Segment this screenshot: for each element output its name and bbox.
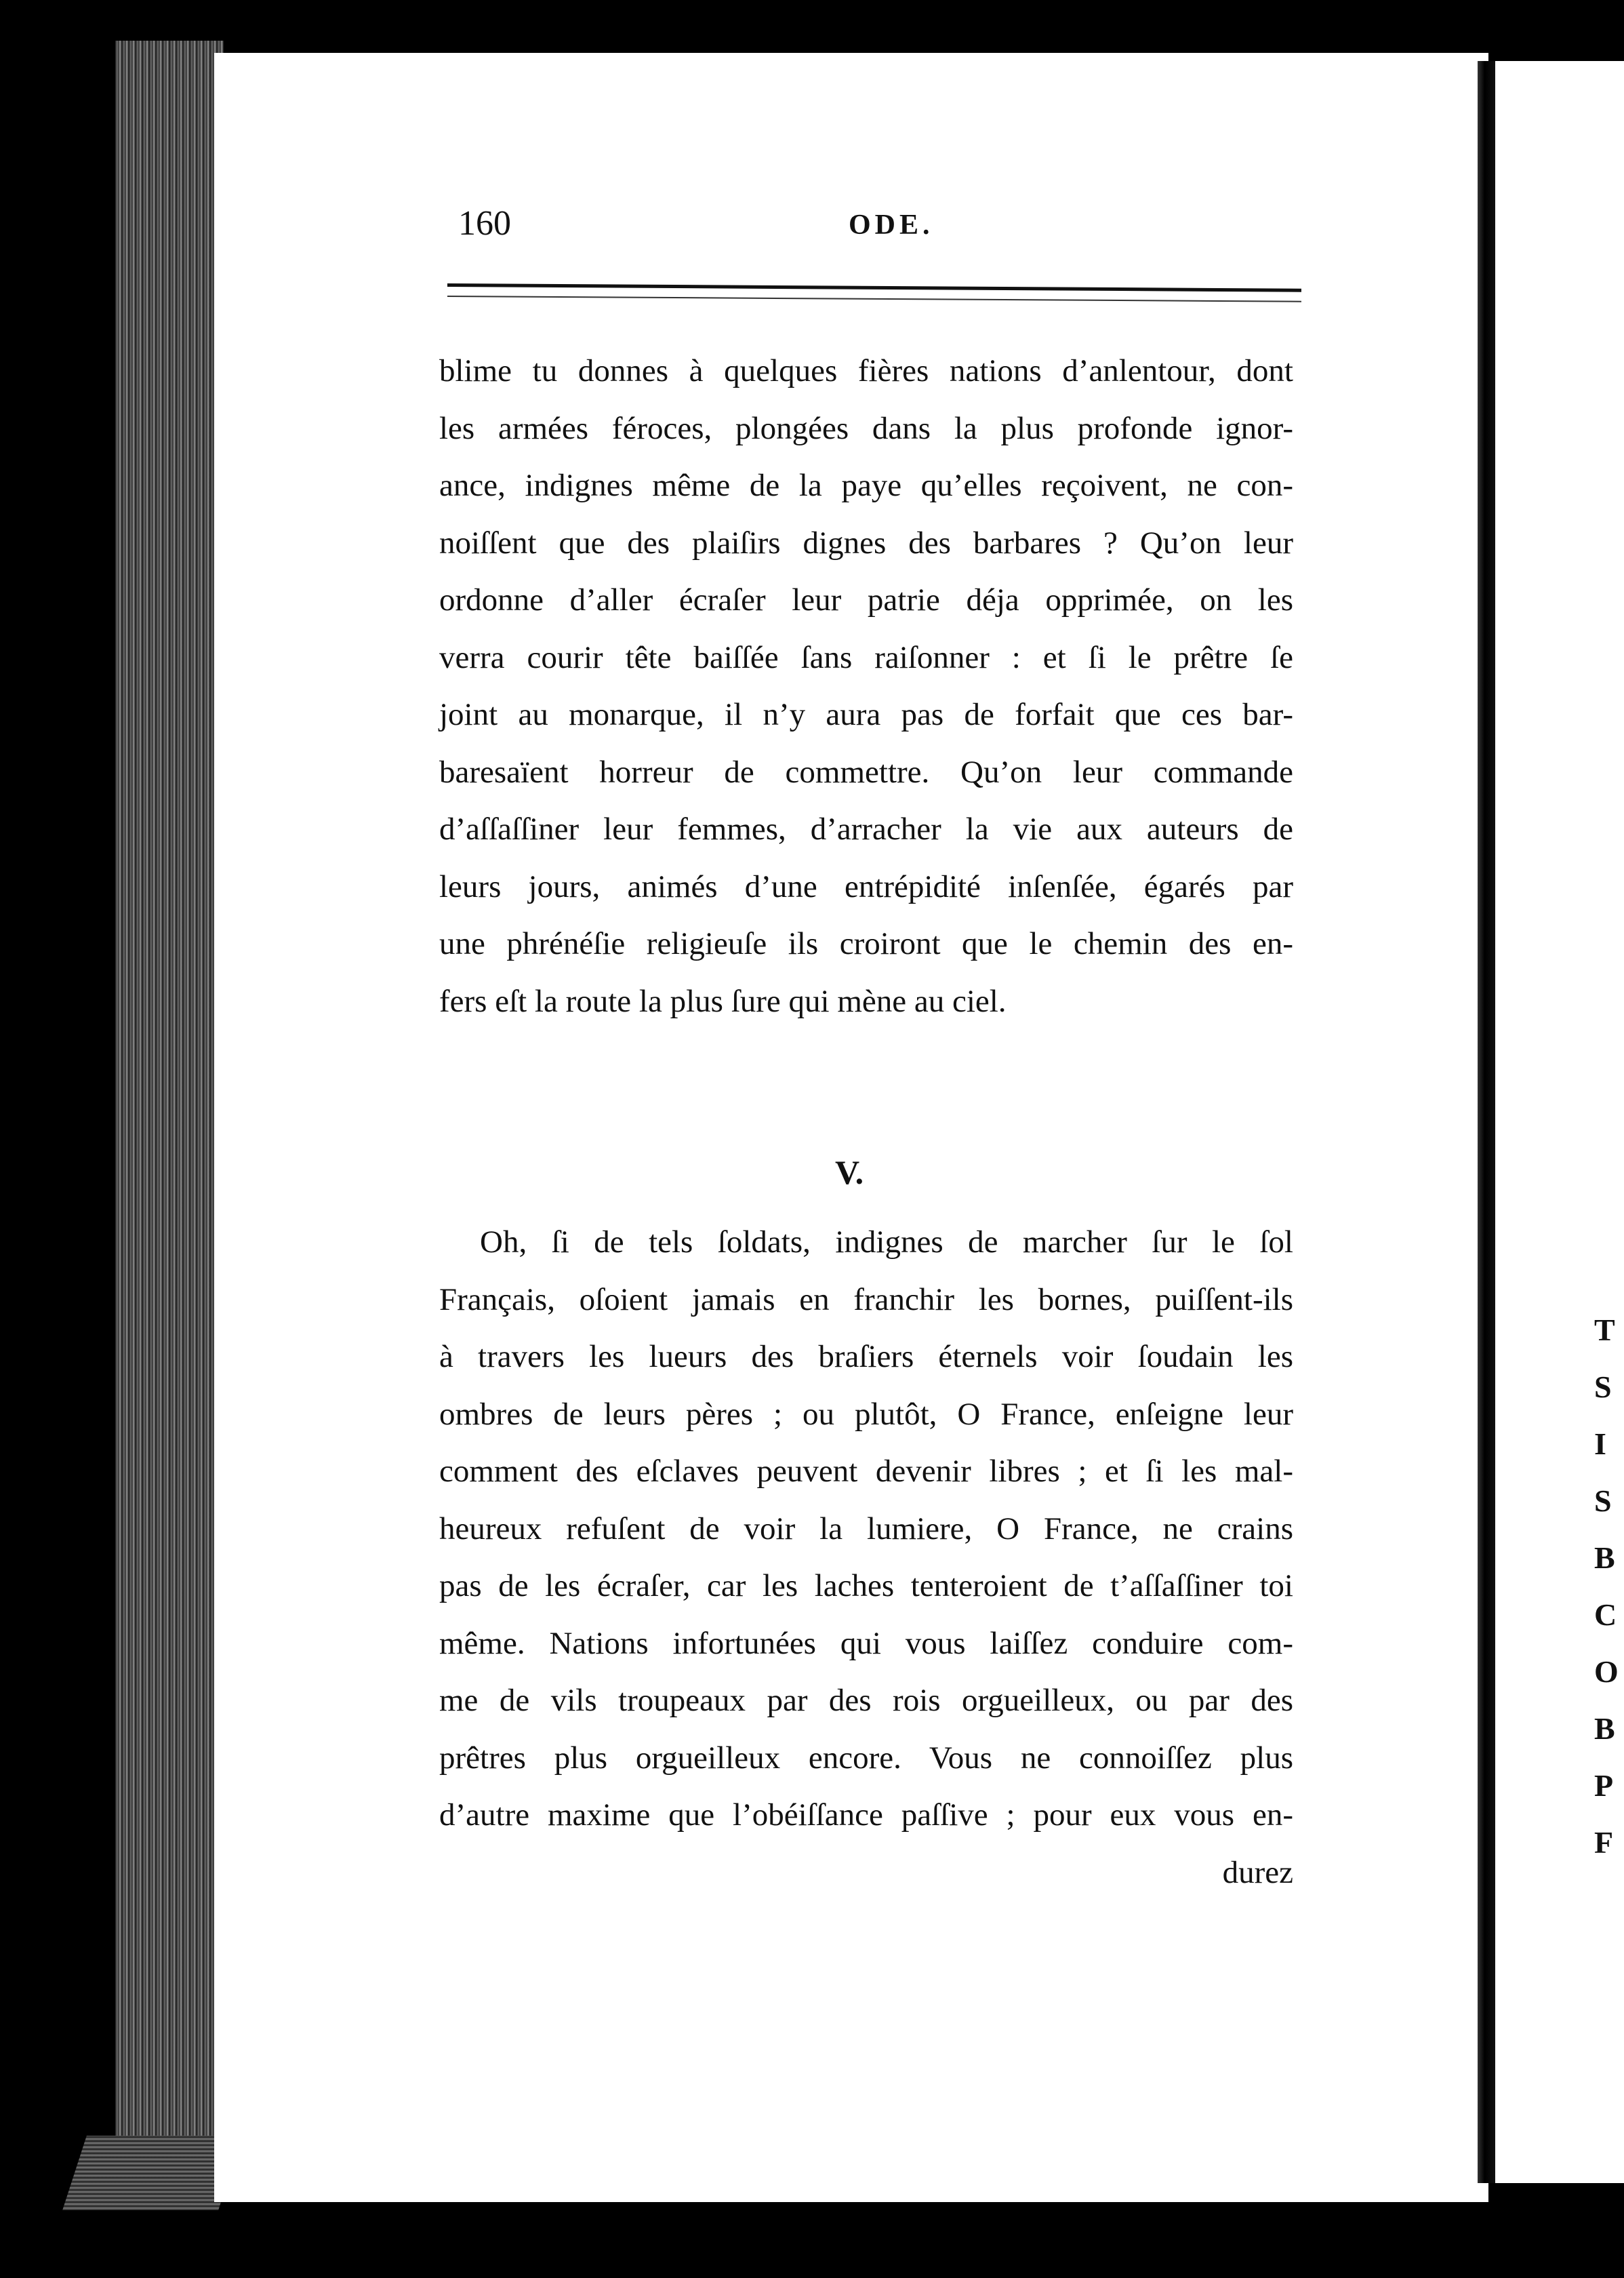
running-title: ODE. xyxy=(849,209,934,241)
paragraph-2 xyxy=(439,1214,1293,1901)
text-line: joint au monarque, il n’y aura pas de forfait que ces bar- xyxy=(439,697,1293,732)
text-line: blime tu donnes à quelques fières nations d’anlentour, dont xyxy=(439,353,1293,388)
margin-letter: B xyxy=(1594,1540,1615,1575)
book-gutter xyxy=(1478,61,1495,2183)
text-line: leurs jours, animés d’une entrépidité inſenſée, égarés par xyxy=(439,868,1293,904)
running-head xyxy=(0,203,1624,258)
text-line: Français, oſoient jamais en franchir les bornes, puiſſent-ils xyxy=(439,1281,1293,1317)
text-line: noiſſent que des plaiſirs dignes des barbares ? Qu’on leur xyxy=(439,525,1293,561)
text-line: fers eſt la route la plus ſure qui mène au ciel. xyxy=(439,983,1007,1019)
text-line: une phrénéſie religieuſe ils croiront que le chemin des en- xyxy=(439,926,1293,961)
margin-letter: P xyxy=(1594,1768,1614,1803)
text-line: ordonne d’aller écraſer leur patrie déja opprimée, on les xyxy=(439,582,1293,618)
margin-letter: T xyxy=(1594,1313,1615,1347)
text-line: d’aſſaſſiner leur femmes, d’arracher la vie aux auteurs de xyxy=(439,812,1293,847)
text-line: heureux refuſent de voir la lumiere, O France, ne crains xyxy=(439,1511,1293,1546)
text-line: verra courir tête baiſſée ſans raiſonner : et ſi le prêtre ſe xyxy=(439,639,1293,675)
text-line: ance, indignes même de la paye qu’elles reçoivent, ne con- xyxy=(439,468,1293,503)
page-number: 160 xyxy=(458,204,511,243)
margin-letter: S xyxy=(1594,1483,1612,1518)
right-page-margin-letters xyxy=(1594,1302,1624,1871)
text-line: les armées féroces, plongées dans la plus profonde ignor- xyxy=(439,410,1293,446)
margin-letter: S xyxy=(1594,1370,1612,1404)
section-heading: V. xyxy=(835,1153,864,1191)
catchword: durez xyxy=(1222,1854,1293,1890)
text-line: me de vils troupeaux par des rois orgueilleux, ou par des xyxy=(439,1683,1293,1718)
margin-letter: B xyxy=(1594,1711,1615,1746)
text-line: ombres de leurs pères ; ou plutôt, O France, enſeigne leur xyxy=(439,1396,1293,1432)
text-line: à travers les lueurs des braſiers éternels voir ſoudain les xyxy=(439,1339,1293,1374)
margin-letter: I xyxy=(1594,1426,1606,1461)
text-line: même. Nations infortunées qui vous laiſſez conduire com- xyxy=(439,1625,1293,1661)
margin-letter: C xyxy=(1594,1597,1617,1632)
book-page-edges xyxy=(115,41,224,2190)
text-line: prêtres plus orgueilleux encore. Vous ne connoiſſez plus xyxy=(439,1740,1293,1776)
text-line: Oh, ſi de tels ſoldats, indignes de marcher ſur le ſol xyxy=(480,1224,1293,1260)
text-line: baresaïent horreur de commettre. Qu’on leur commande xyxy=(439,754,1293,790)
paragraph-1 xyxy=(439,342,1293,1030)
text-line: d’autre maxime que l’obéiſſance paſſive ; pour eux vous en- xyxy=(439,1797,1293,1833)
text-line: pas de les écraſer, car les laches tenteroient de t’aſſaſſiner toi xyxy=(439,1568,1293,1603)
margin-letter: O xyxy=(1594,1654,1619,1689)
margin-letter: F xyxy=(1594,1825,1614,1860)
text-line: comment des eſclaves peuvent devenir libres ; et ſi les mal- xyxy=(439,1454,1293,1489)
